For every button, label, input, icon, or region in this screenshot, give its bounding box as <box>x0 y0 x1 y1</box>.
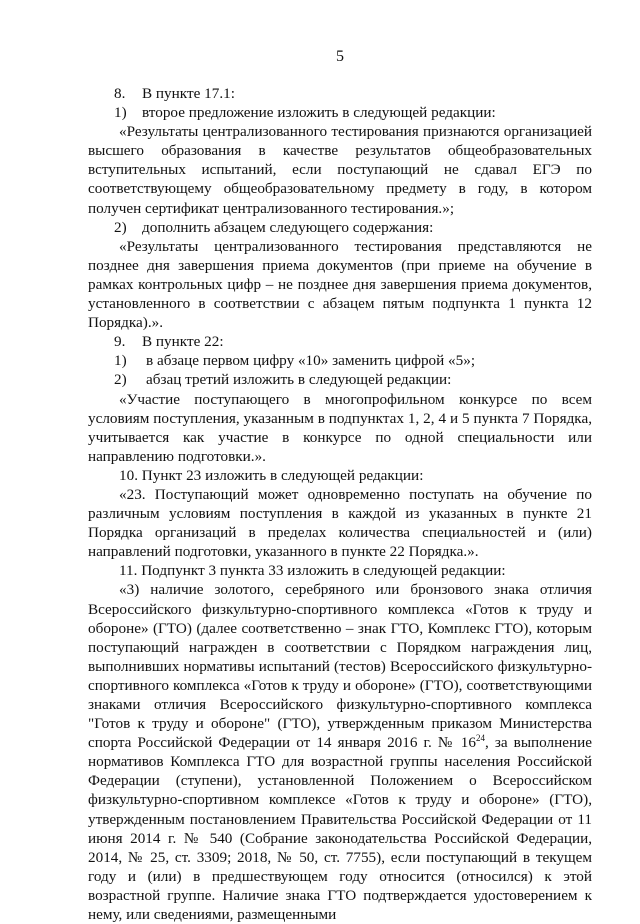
item-number: 1) <box>114 104 127 122</box>
item-number: 9. <box>114 333 126 351</box>
item-text: дополнить абзацем следующего содержания: <box>142 218 434 236</box>
page-number: 5 <box>336 48 344 65</box>
footnote-ref: 24 <box>475 733 485 744</box>
quoted-text-22: «Участие поступающего в многопрофильном конкурсе по всем условиям поступления, указанным в подпунктах 1, 2, 4 и 5 пункта 7 Порядка, учитывается как участие в конкурсе по одной специальности или направлению подготовки.». <box>88 390 592 465</box>
item-number: 1) <box>114 352 127 370</box>
paragraph-10: 10. Пункт 23 изложить в следующей редакции: <box>119 466 424 484</box>
item-text: в абзаце первом цифру «10» заменить цифрой «5»; <box>146 352 476 370</box>
paragraph-11: 11. Подпункт 3 пункта 33 изложить в следующей редакции: <box>119 562 506 580</box>
quoted-text-23: «23. Поступающий может одновременно поступать на обучение по различным условиям поступления в каждой из указанных в пункте 21 Порядка организаций в пределах количества специальностей и (или) направлений подготовки, указанного в пункте 22 Порядка.». <box>88 485 592 561</box>
subitem-8-1 <box>88 103 592 122</box>
quoted-text-33-3 <box>88 580 592 924</box>
item-text: В пункте 22: <box>142 333 224 351</box>
text-part: «3) наличие золотого, серебряного или бронзового знака отличия Всероссийского физкультурно-спортивного комплекса «Готов к труду и обороне» (ГТО) (далее соответственно – знак ГТО, Комплекс ГТО), которым поступающий награжден в соответствии с Порядком награждения лиц, выполнивших нормативы испытаний (тестов) Всероссийского физкультурно-спортивного комплекса «Готов к труду и обороне» (ГТО), соответствующими знаками отличия Всероссийского физкультурно-спортивного комплекса "Готов к труду и обороне" (ГТО), утвержденным приказом Министерства спорта Российской Федерации от 14 января 2016 г. № 16 <box>88 581 592 752</box>
subitem-9-2 <box>88 370 592 389</box>
item-text: второе предложение изложить в следующей редакции: <box>142 104 496 122</box>
paragraph-8 <box>88 84 592 103</box>
item-number: 8. <box>114 85 126 102</box>
quoted-text-abzac: «Результаты централизованного тестирования представляются не позднее дня завершения приема документов (при приеме на обучение в рамках контрольных цифр – не позднее дня завершения приема документов, установленного в соответствии с абзацем пятым подпункта 1 пункта 12 Порядка).». <box>88 237 592 332</box>
subitem-8-2 <box>88 218 592 237</box>
item-text: В пункте 17.1: <box>142 85 235 102</box>
subitem-9-1 <box>88 351 592 370</box>
item-text: абзац третий изложить в следующей редакции: <box>146 371 452 389</box>
item-number: 2) <box>114 218 127 236</box>
paragraph-9 <box>88 332 592 351</box>
item-number: 2) <box>114 371 127 389</box>
quoted-text-17-1: «Результаты централизованного тестирования признаются организацией высшего образования в качестве результатов общеобразовательных вступительных испытаний, если поступающий не сдавал ЕГЭ по соответствующему общеобразовательному предмету в году, в котором получен сертификат централизованного тестирования.»; <box>88 123 592 217</box>
text-part: , за выполнение нормативов Комплекса ГТО для возрастной группы населения Российской Федерации (ступени), установленной Положением о Всероссийском физкультурно-спортивном комплексе «Готов к труду и обороне» (ГТО), утвержденным постановлением Правительства Российской Федерации от 11 июня 2014 г. № 540 (Собрание законодательства Российской Федерации, 2014, № 25, ст. 3309; 2018, № 50, ст. 7755), если поступающий в текущем году и (или) в предшествующем году относится (относился) к этой возрастной группе. Наличие знака ГТО подтверждается удостоверением к нему, или сведениями, размещенными <box>88 734 592 924</box>
